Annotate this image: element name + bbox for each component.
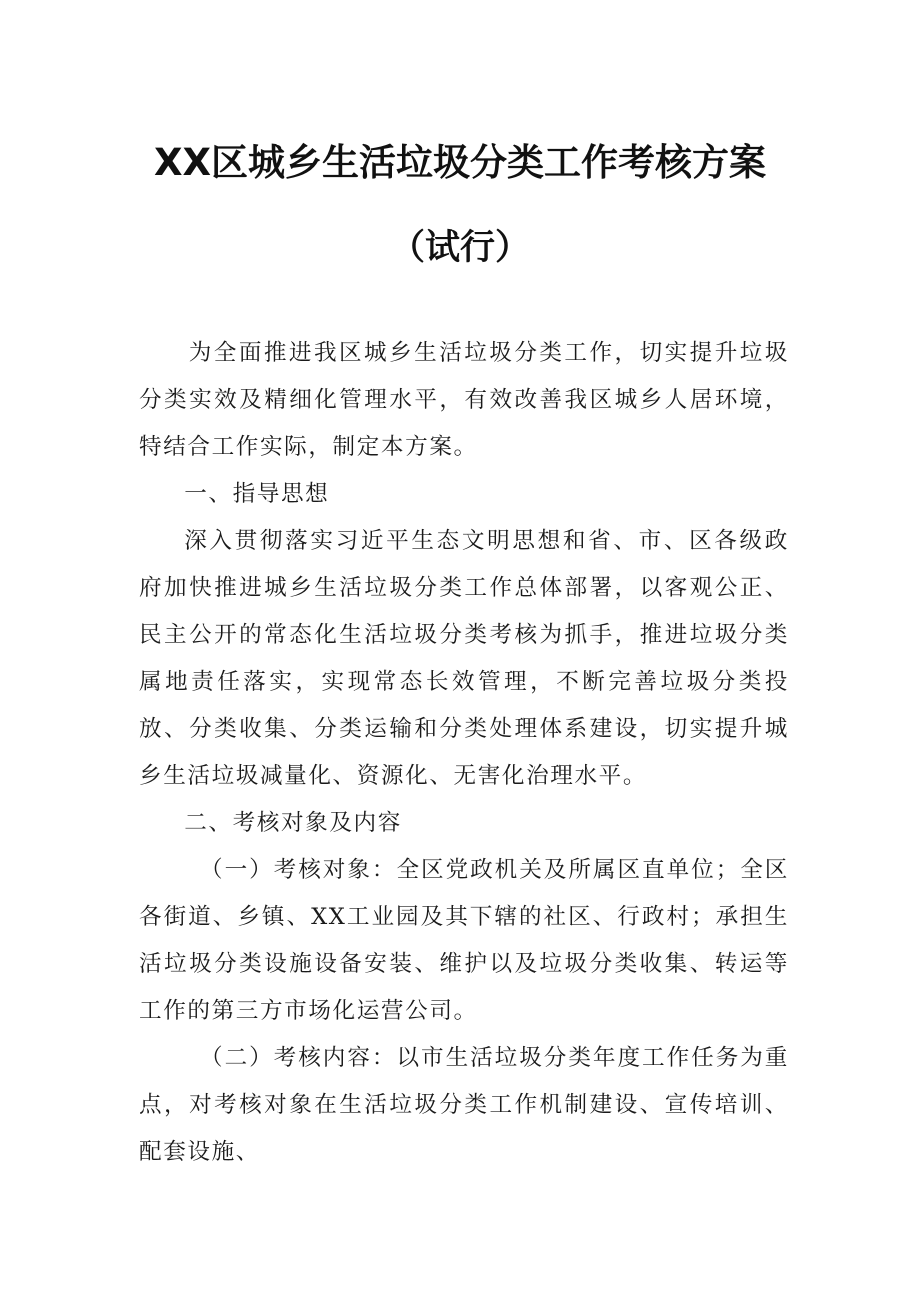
document-body — [139, 330, 789, 1176]
section-heading-guiding-thought: 一、指导思想 — [184, 481, 330, 507]
document-subtitle: （试行） — [389, 228, 530, 268]
intro-paragraph: 为全面推进我区城乡生活垃圾分类工作，切实提升垃圾分类实效及精细化管理水平，有效改善我区城乡人居环境，特结合工作实际，制定本方案。 — [139, 340, 789, 460]
assessment-content-paragraph: （二）考核内容：以市生活垃圾分类年度工作任务为重点，对考核对象在生活垃圾分类工作机制建设、宣传培训、配套设施、 — [139, 1045, 789, 1165]
assessment-objects-paragraph: （一）考核对象：全区党政机关及所属区直单位；全区各街道、乡镇、XX工业园及其下辖的社区、行政村；承担生活垃圾分类设施设备安装、维护以及垃圾分类收集、转运等工作的第三方市场化运营公司。 — [139, 857, 789, 1024]
document-title: XX区城乡生活垃圾分类工作考核方案 — [153, 141, 767, 184]
section-heading-assessment: 二、考核对象及内容 — [184, 810, 402, 836]
guiding-thought-paragraph: 深入贯彻落实习近平生态文明思想和省、市、区各级政府加快推进城乡生活垃圾分类工作总体部署，以客观公正、民主公开的常态化生活垃圾分类考核为抓手，推进垃圾分类属地责任落实，实现常态长效管理，不断完善垃圾分类投放、分类收集、分类运输和分类处理体系建设，切实提升城乡生活垃圾减量化、资源化、无害化治理水平。 — [139, 528, 789, 789]
